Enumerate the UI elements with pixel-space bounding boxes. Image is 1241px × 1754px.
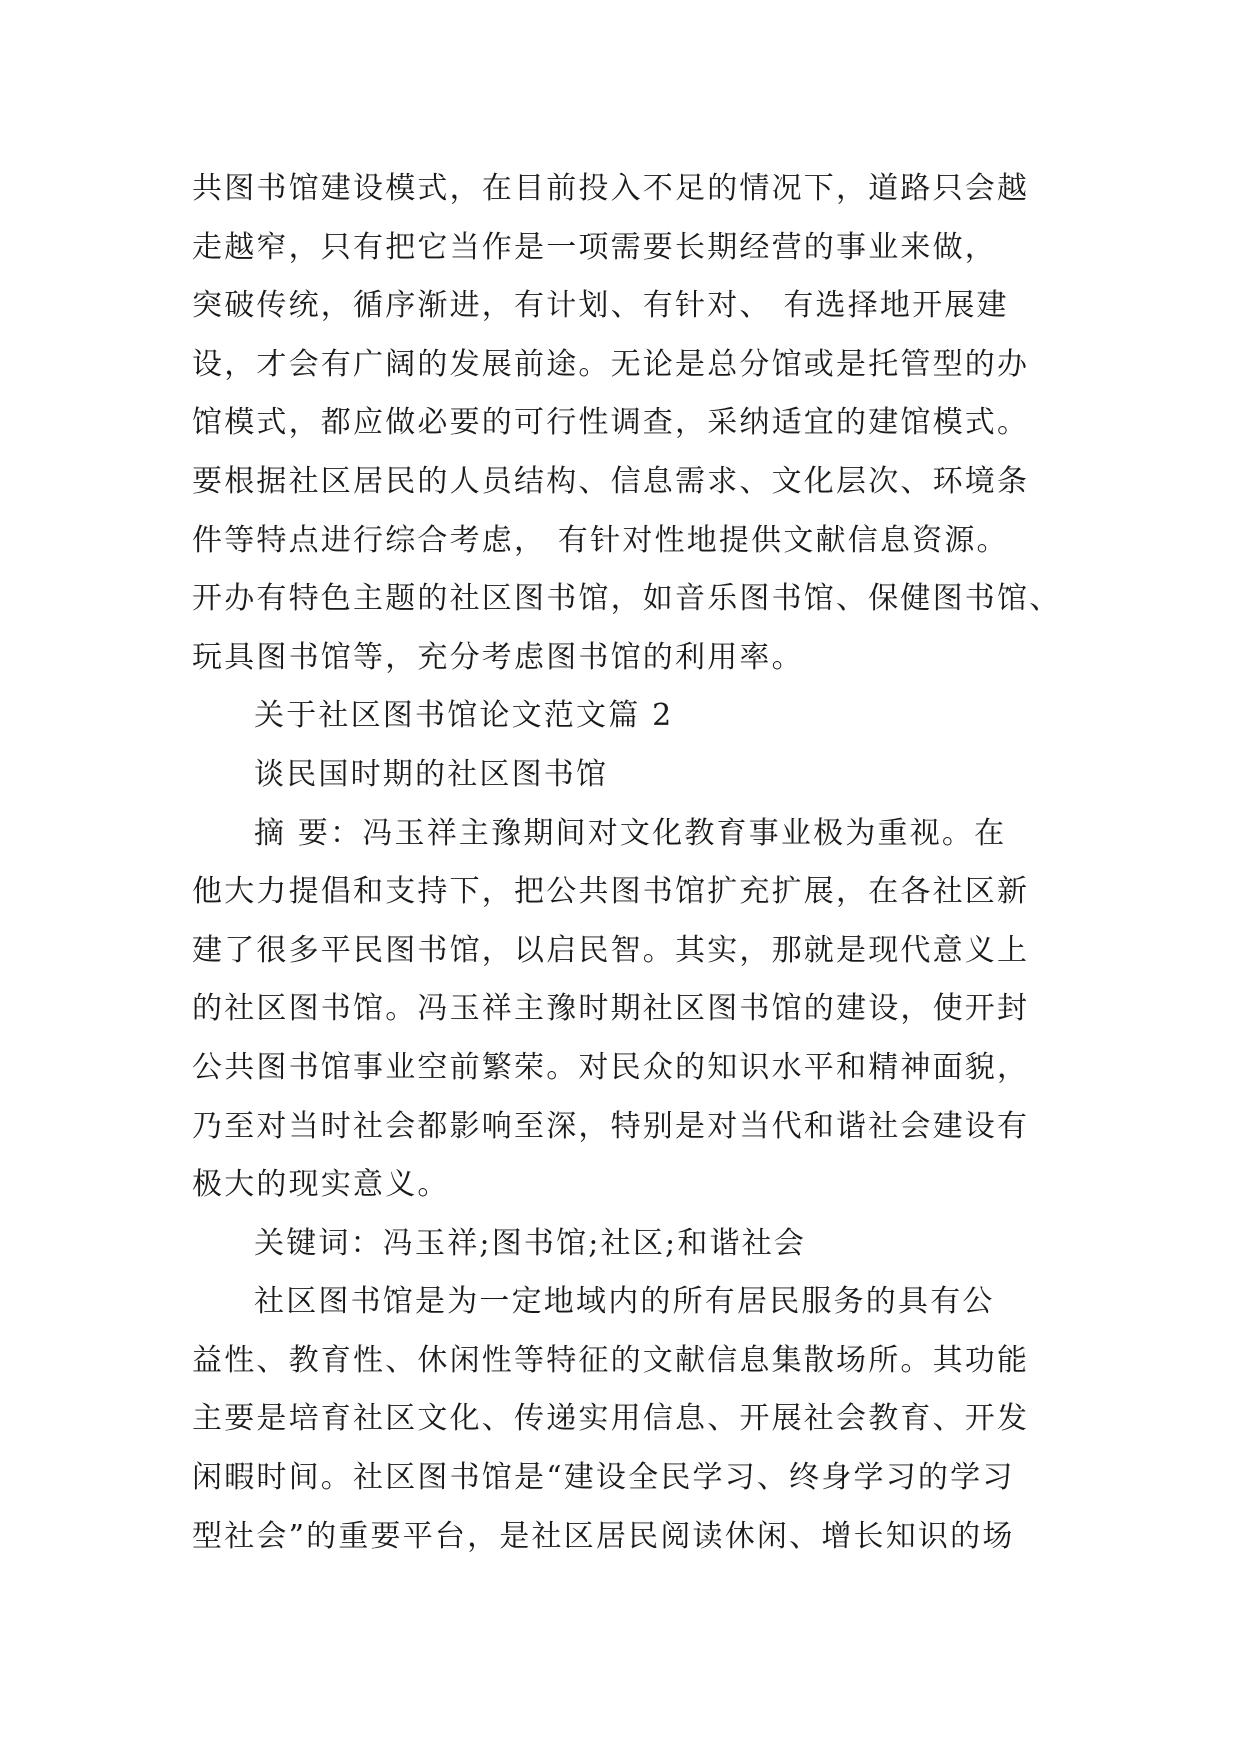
text-line: 型社会”的重要平台，是社区居民阅读休闲、增长知识的场 bbox=[192, 1518, 1015, 1554]
text-line: 摘 要：冯玉祥主豫期间对文化教育事业极为重视。在 bbox=[254, 815, 1007, 851]
text-line: 谈民国时期的社区图书馆 bbox=[254, 756, 609, 792]
text-line: 社区图书馆是为一定地域内的所有居民服务的具有公 bbox=[254, 1284, 995, 1320]
text-line: 益性、教育性、休闲性等特征的文献信息集散场所。其功能 bbox=[192, 1342, 1030, 1378]
text-line: 关键词：冯玉祥;图书馆;社区;和谐社会 bbox=[254, 1225, 807, 1261]
text-line: 闲暇时间。社区图书馆是“建设全民学习、终身学习的学习 bbox=[192, 1460, 1015, 1496]
text-line: 极大的现实意义。 bbox=[192, 1167, 450, 1203]
text-line: 设，才会有广阔的发展前途。无论是总分馆或是托管型的办 bbox=[192, 346, 1030, 382]
text-line: 突破传统，循序渐进，有计划、有针对、 有选择地开展建 bbox=[192, 288, 1009, 324]
text-line: 件等特点进行综合考虑， 有针对性地提供文献信息资源。 bbox=[192, 522, 1009, 558]
text-line: 走越窄，只有把它当作是一项需要长期经营的事业来做， bbox=[192, 229, 997, 265]
text-line: 公共图书馆事业空前繁荣。对民众的知识水平和精神面貌， bbox=[192, 1049, 1030, 1085]
text-line: 关于社区图书馆论文范文篇 2 bbox=[254, 698, 674, 734]
text-line: 的社区图书馆。冯玉祥主豫时期社区图书馆的建设，使开封 bbox=[192, 991, 1030, 1027]
text-line: 馆模式，都应做必要的可行性调查，采纳适宜的建馆模式。 bbox=[192, 405, 1030, 441]
text-line: 要根据社区居民的人员结构、信息需求、文化层次、环境条 bbox=[192, 463, 1030, 499]
text-line: 开办有特色主题的社区图书馆，如音乐图书馆、保健图书馆、 bbox=[192, 581, 1062, 617]
text-line: 乃至对当时社会都影响至深，特别是对当代和谐社会建设有 bbox=[192, 1108, 1030, 1144]
text-line: 玩具图书馆等，充分考虑图书馆的利用率。 bbox=[192, 639, 804, 675]
text-line: 他大力提倡和支持下，把公共图书馆扩充扩展，在各社区新 bbox=[192, 874, 1030, 910]
document-body bbox=[192, 160, 1062, 1566]
text-line: 建了很多平民图书馆，以启民智。其实，那就是现代意义上 bbox=[192, 932, 1030, 968]
text-line: 共图书馆建设模式，在目前投入不足的情况下，道路只会越 bbox=[192, 171, 1030, 206]
text-line: 主要是培育社区文化、传递实用信息、开展社会教育、开发 bbox=[192, 1401, 1030, 1437]
